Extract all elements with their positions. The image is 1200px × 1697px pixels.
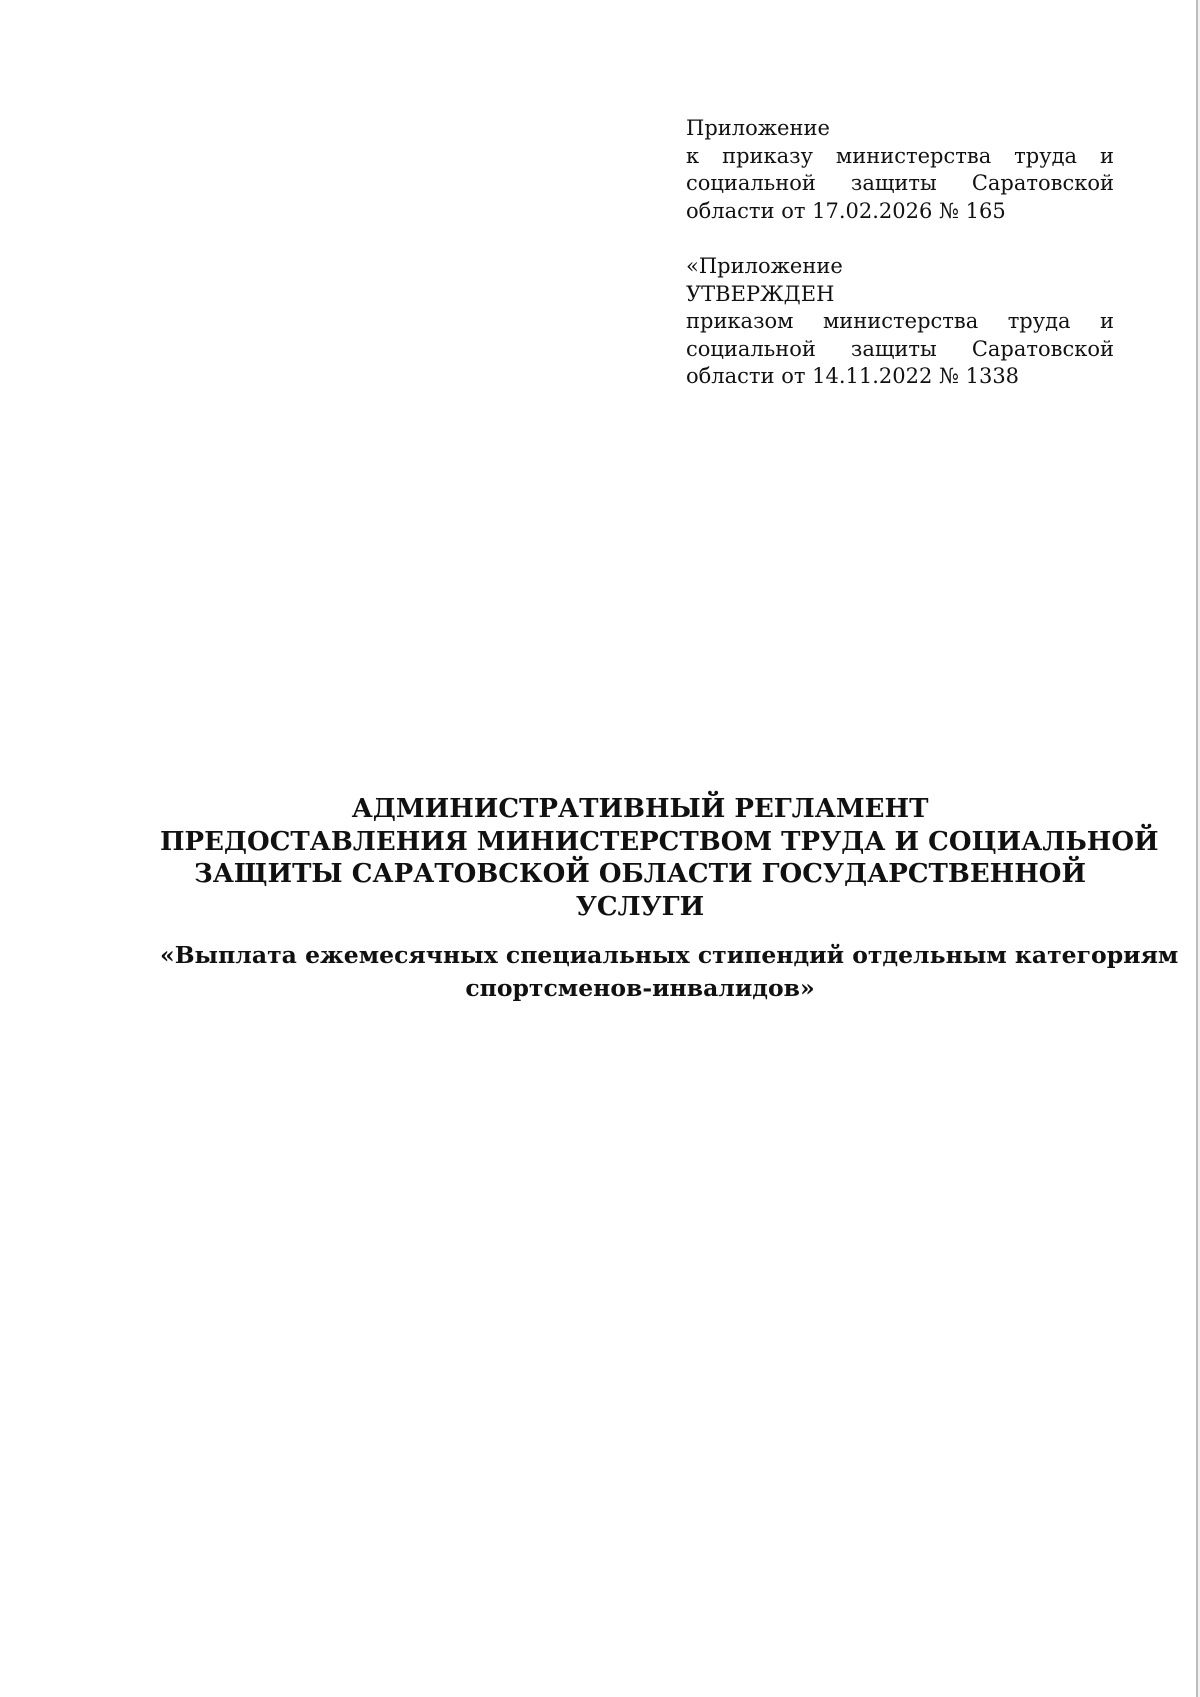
word: защиты — [850, 171, 937, 195]
title-line: ПРЕДОСТАВЛЕНИЯ МИНИСТЕРСТВОМ ТРУДА И СОЦИАЛЬНОЙ — [160, 826, 1159, 857]
annex-current-line-2 — [686, 143, 1114, 171]
title-line: УСЛУГИ — [575, 891, 705, 922]
word: и — [1100, 143, 1114, 168]
service-name — [160, 939, 1179, 1005]
approved-stamp-text: УТВЕРЖДЕН — [686, 281, 835, 306]
word: социальной — [686, 171, 816, 195]
word: труда — [1014, 143, 1078, 168]
word: Саратовской — [971, 171, 1114, 195]
document-title — [160, 793, 1159, 923]
annex-original-line-4 — [686, 336, 1114, 364]
annex-original-date-number: области от 14.11.2022 № 1338 — [686, 364, 1020, 388]
word: министерства — [822, 309, 979, 333]
annex-current-date-number: области от 17.02.2026 № 165 — [686, 198, 1006, 223]
word: к — [686, 143, 700, 168]
annex-current-title: Приложение — [686, 116, 830, 140]
annex-original-order — [686, 253, 1114, 391]
service-name-line: «Выплата ежемесячных специальных стипендий отдельным категориям — [160, 941, 1179, 969]
annex-current-order — [686, 115, 1114, 225]
title-line: АДМИНИСТРАТИВНЫЙ РЕГЛАМЕНТ — [351, 794, 929, 824]
title-line: ЗАЩИТЫ САРАТОВСКОЙ ОБЛАСТИ ГОСУДАРСТВЕННОЙ — [193, 859, 1087, 889]
word: министерства — [835, 143, 992, 168]
service-name-line: спортсменов-инвалидов» — [465, 974, 815, 1002]
annex-current-line-3 — [686, 170, 1114, 198]
word: приказу — [722, 143, 813, 168]
word: труда — [1007, 309, 1071, 333]
annex-original-title: «Приложение — [686, 254, 843, 278]
word: Саратовской — [971, 336, 1114, 361]
word: защиты — [850, 336, 937, 361]
word: и — [1100, 309, 1114, 333]
word: приказом — [686, 309, 794, 333]
word: социальной — [686, 336, 816, 361]
annex-original-line-3 — [686, 308, 1114, 336]
